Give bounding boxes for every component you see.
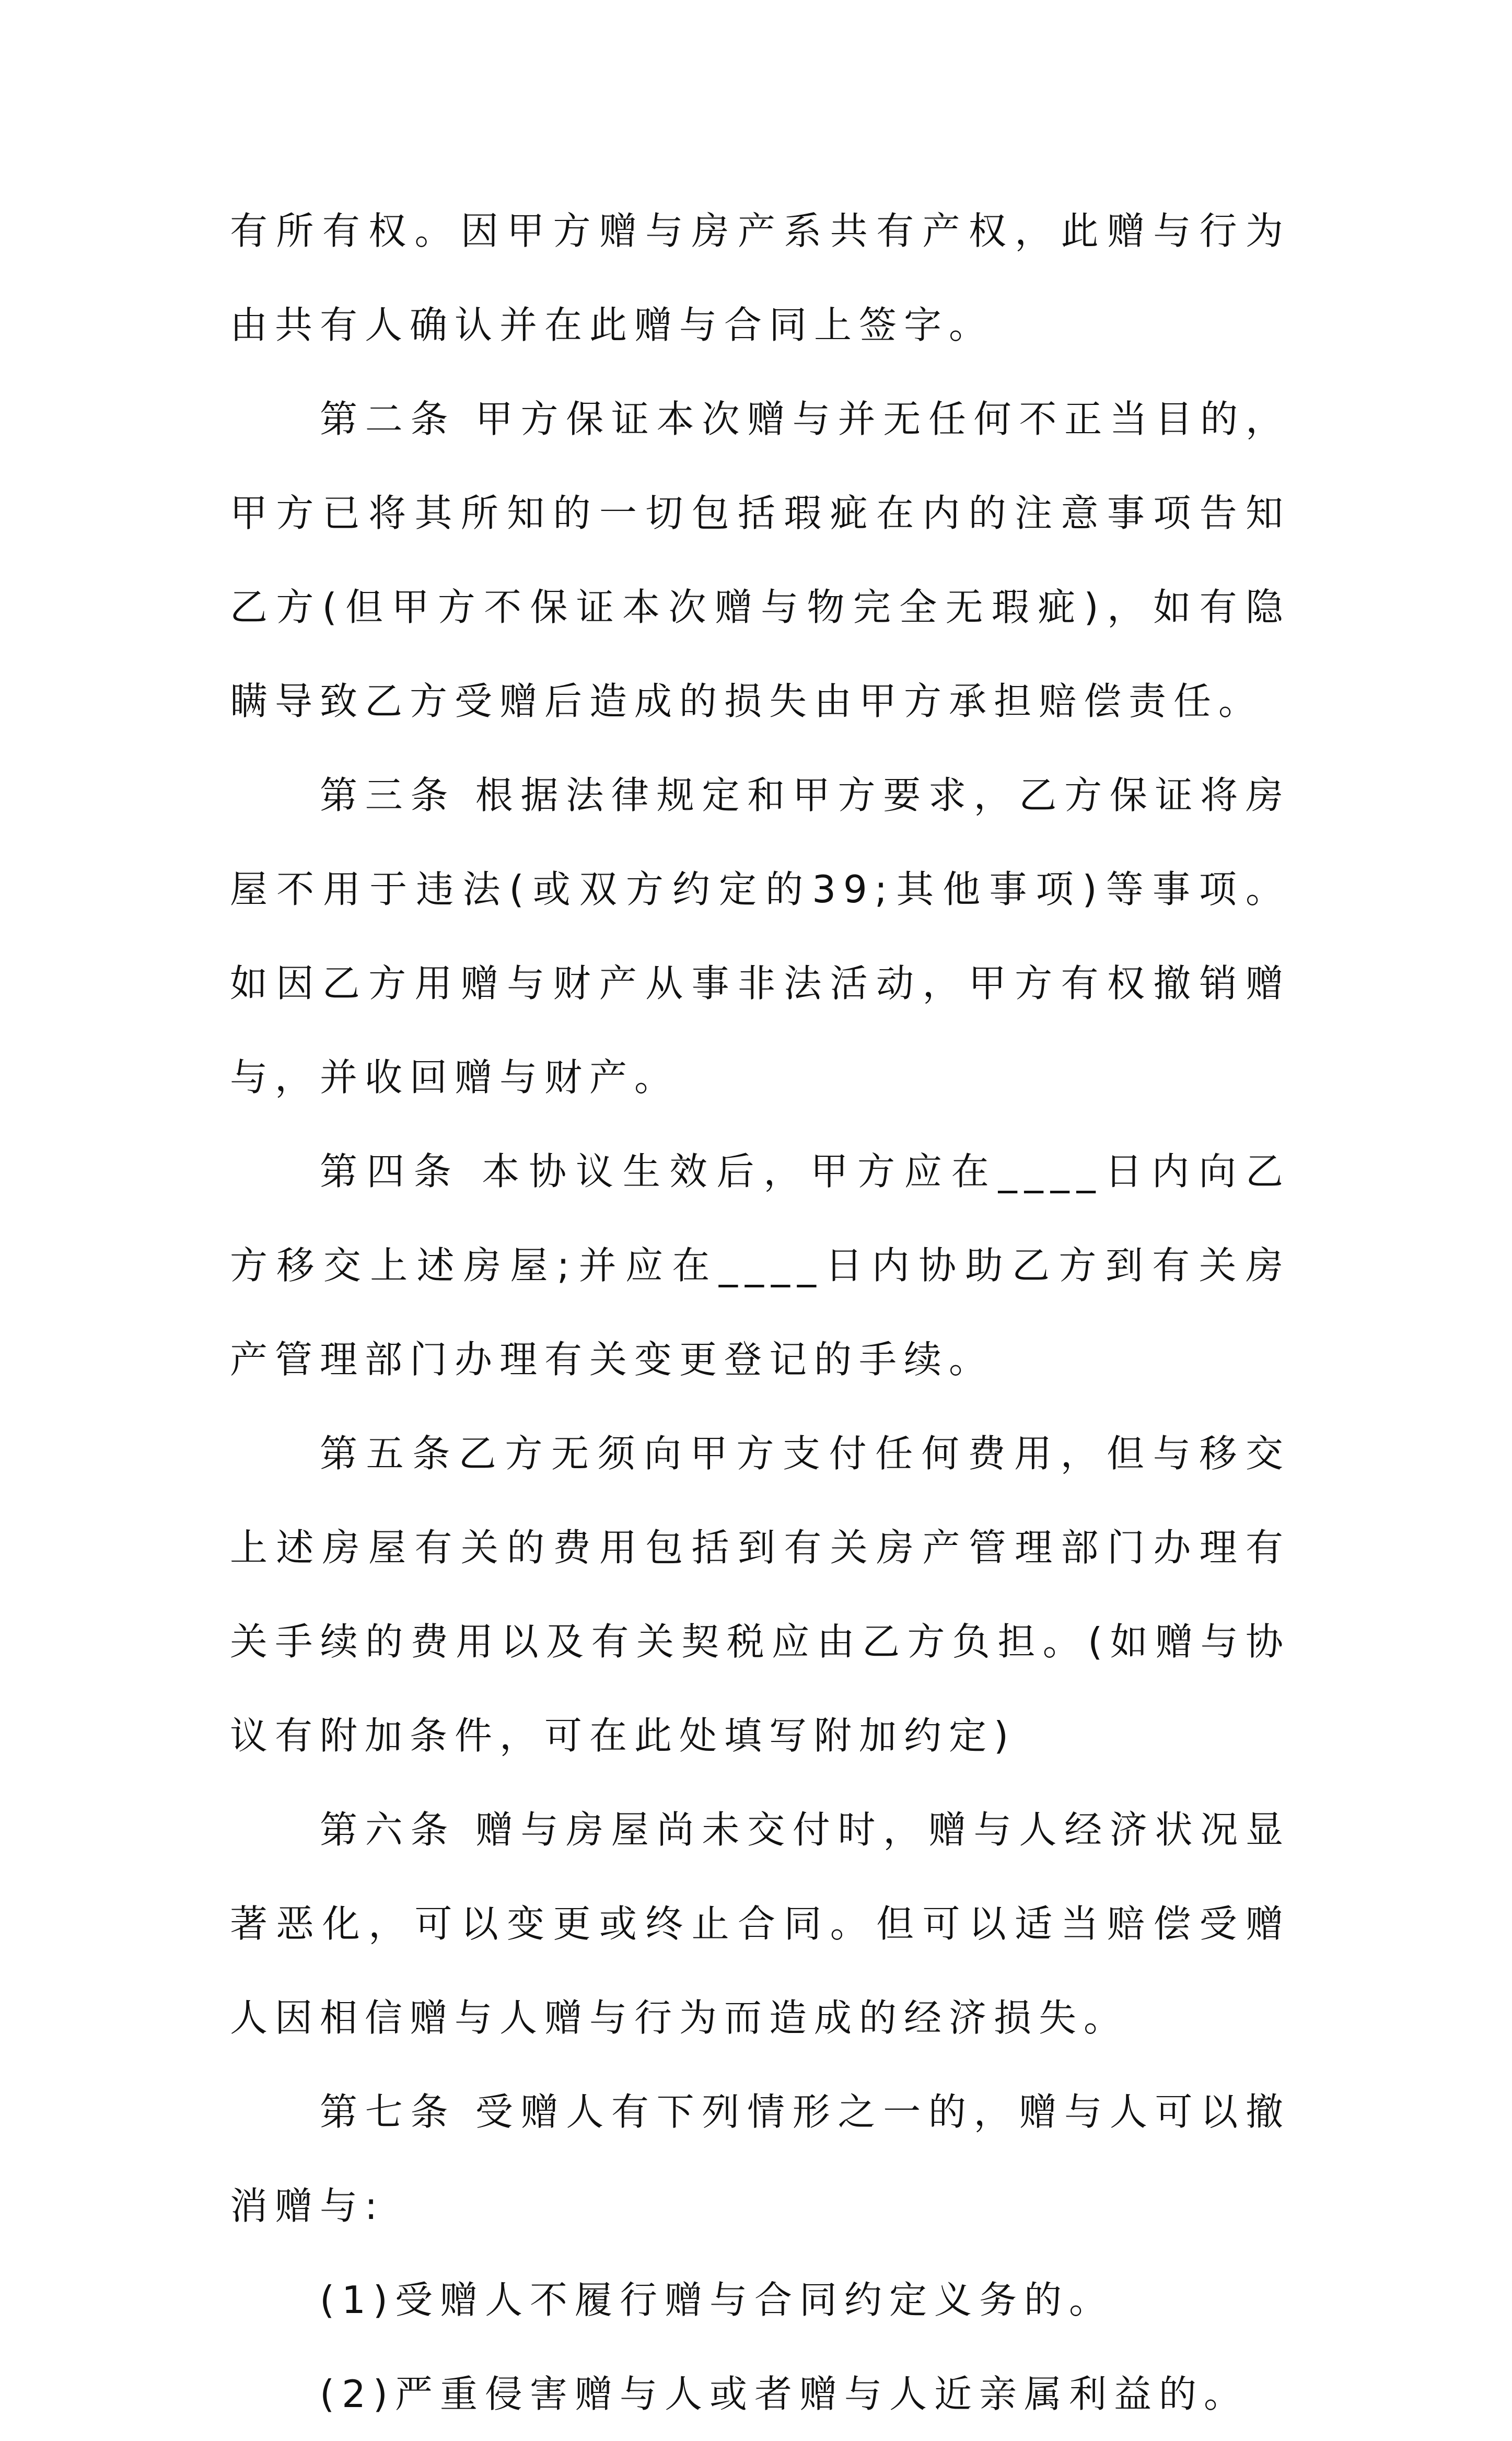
- list-item-1: (1)受赠人不履行赠与合同约定义务的。: [320, 2278, 1114, 2322]
- paragraph-article-5: 第五条乙方无须向甲方支付任何费用，但与移交上述房屋有关的费用包括到有关房产管理部门办理有关手续的费用以及有关契税应由乙方负担。(如赠与协议有附加条件，可在此处填写附加约定): [230, 1432, 1290, 1758]
- document-body: [230, 184, 1290, 2441]
- list-item-2: (2)严重侵害赠与人或者赠与人近亲属利益的。: [320, 2372, 1249, 2416]
- paragraph-article-7: 第七条 受赠人有下列情形之一的，赠与人可以撤消赠与:: [230, 2090, 1290, 2228]
- paragraph-article-4: 第四条 本协议生效后，甲方应在____日内向乙方移交上述房屋;并应在____日内协助乙方到有关房产管理部门办理有关变更登记的手续。: [230, 1149, 1290, 1381]
- paragraph-article-3: 第三条 根据法律规定和甲方要求，乙方保证将房屋不用于违法(或双方约定的39;其他事项)等事项。如因乙方用赠与财产从事非法活动，甲方有权撤销赠与，并收回赠与财产。: [230, 773, 1290, 1099]
- paragraph-article-2: 第二条 甲方保证本次赠与并无任何不正当目的，甲方已将其所知的一切包括瑕疵在内的注意事项告知乙方(但甲方不保证本次赠与物完全无瑕疵)，如有隐瞒导致乙方受赠后造成的损失由甲方承担赔偿责任。: [230, 397, 1290, 723]
- paragraph-article-6: 第六条 赠与房屋尚未交付时，赠与人经济状况显著恶化，可以变更或终止合同。但可以适当赔偿受赠人因相信赠与人赠与行为而造成的经济损失。: [230, 1808, 1290, 2040]
- paragraph-continuation: 有所有权。因甲方赠与房产系共有产权，此赠与行为由共有人确认并在此赠与合同上签字。: [230, 209, 1290, 347]
